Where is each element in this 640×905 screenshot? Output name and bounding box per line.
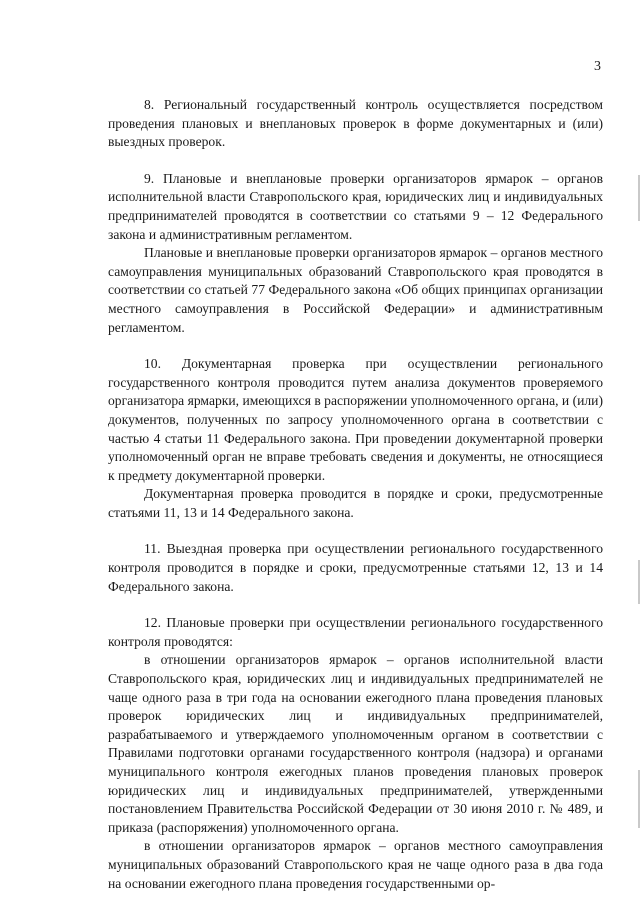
paragraph-12: 12. Плановые проверки при осуществлении регионального государственного контроля проводятся:	[108, 615, 603, 649]
paragraph-8: 8. Региональный государственный контроль осуществляется посредством проведения плановых и внеплановых проверок в форме документарных и (или) выездных проверок.	[108, 97, 603, 150]
paragraph-11: 11. Выездная проверка при осуществлении регионального государственного контроля проводится в порядке и сроки, предусмотренные статьями 12, 13 и 14 Федерального закона.	[108, 541, 603, 594]
paragraph-9: 9. Плановые и внеплановые проверки организаторов ярмарок – органов исполнительной власти Ставропольского края, юридических лиц и индивидуальных предпринимателей проводятся в соответствии со статьями 9 – 12 Федерального закона и административным регламентом.	[108, 170, 603, 242]
document-body	[108, 96, 603, 893]
paragraph-12-executive-bodies: в отношении организаторов ярмарок – органов исполнительной власти Ставропольского края, юридических лиц и индивидуальных предпринимателей не чаще одного раза в три года на основании ежегодного плана проведения плановых проверок юридических лиц и индивидуальных предпринимателей, разрабатываемого и утверждаемого уполномоченным органом в соответствии с Правилами подготовки органами государственного контроля (надзора) и органами муниципального контроля ежегодных планов проведения плановых проверок юридических лиц и индивидуальных предпринимателей, утвержденными постановлением Правительства Российской Федерации от 30 июня 2010 г. № 489, и приказа (распоряжения) уполномоченного органа.	[108, 652, 603, 835]
paragraph-9-continued: Плановые и внеплановые проверки организаторов ярмарок – органов местного самоуправления муниципальных образований Ставропольского края проводятся в соответствии со статьей 77 Федерального закона «Об общих принципах организации местного самоуправления в Российской Федерации» и административным регламентом.	[108, 245, 603, 335]
page-number: 3	[594, 59, 601, 74]
paragraph-12-local-bodies: в отношении организаторов ярмарок – органов местного самоуправления муниципальных образований Ставропольского края не чаще одного раза в два года на основании ежегодного плана проведения государственными ор-	[108, 838, 603, 891]
paragraph-10: 10. Документарная проверка при осуществлении регионального государственного контроля проводится путем анализа документов проверяемого организатора ярмарки, имеющихся в распоряжении уполномоченного органа, и (или) документов, полученных по запросу уполномоченного органа в соответствии с частью 4 статьи 11 Федерального закона. При проведении документарной проверки уполномоченный орган не вправе требовать сведения и документы, не относящиеся к предмету документарной проверки.	[108, 356, 603, 483]
paragraph-10-continued: Документарная проверка проводится в порядке и сроки, предусмотренные статьями 11, 13 и 14 Федерального закона.	[108, 486, 603, 520]
